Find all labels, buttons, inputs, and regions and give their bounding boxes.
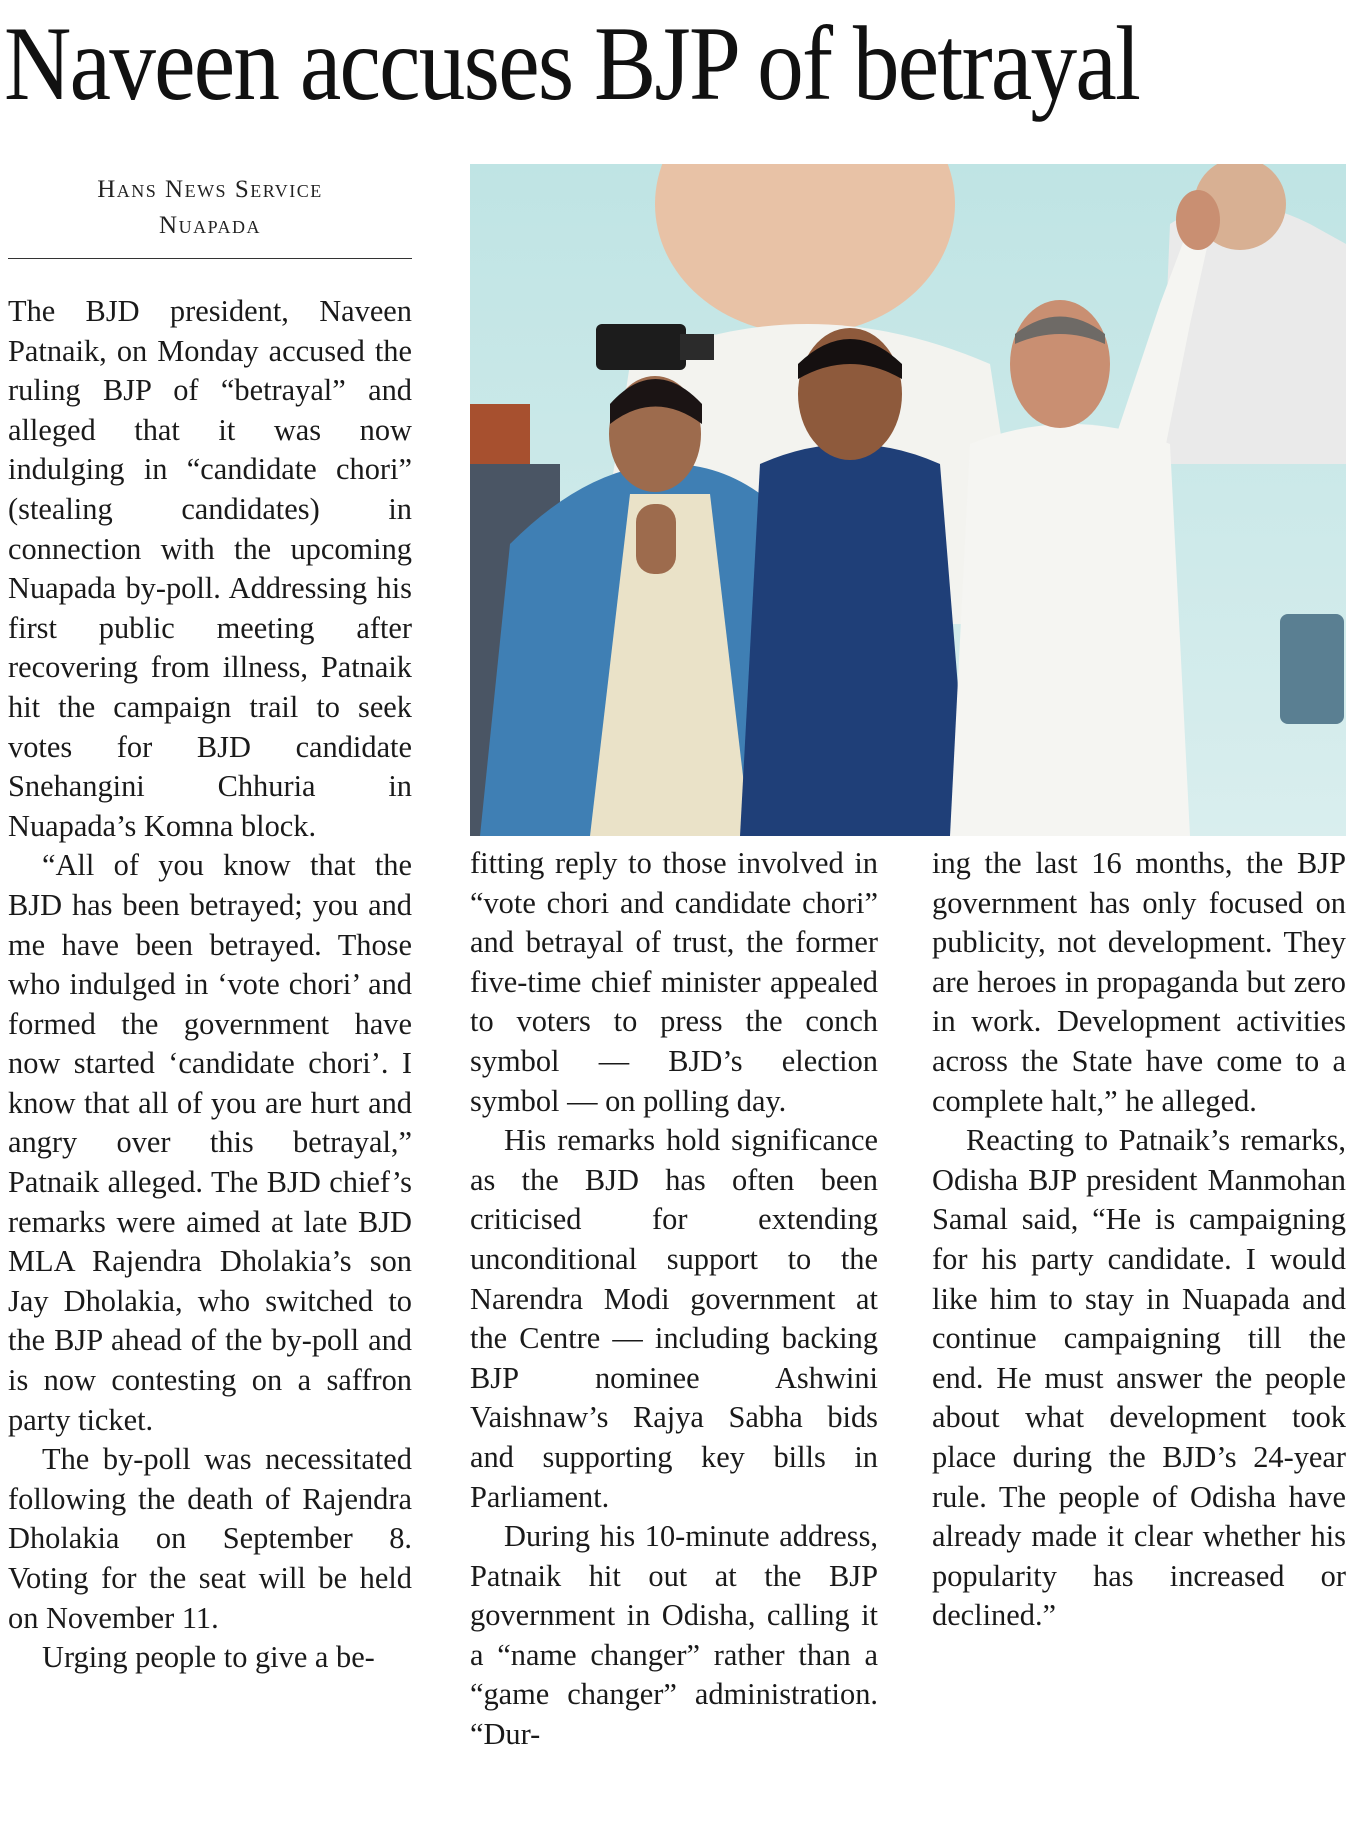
paragraph: ing the last 16 months, the BJP government has only focused on publicity, not development. They are heroes in propaganda but zero in work. Development activities across the State have come to a complete halt,” he alleged. [932,846,1346,1118]
paragraph: fitting reply to those involved in “vote chori and candidate chori” and betrayal of trust, the former five-time chief minister appealed to voters to press the conch symbol — BJD’s election symbol — on polling day. [470,846,878,1118]
paragraph: His remarks hold significance as the BJD has often been criticised for extending unconditional support to the Narendra Modi government at the Centre — including backing BJP nominee Ashwini Vaishnaw’s Rajya Sabha bids and supporting key bills in Parliament. [470,1123,878,1514]
article-column-1 [8,292,412,1678]
photo-icon [470,164,1346,836]
byline-agency: Hans News Service [97,176,323,203]
news-photo [470,164,1346,836]
byline-dateline: Nuapada [159,212,261,239]
paragraph: During his 10-minute address, Patnaik hit out at the BJP government in Odisha, calling it a “name changer” rather than a “game changer” administration. “Dur- [470,1519,878,1752]
paragraph: The by-poll was necessitated following the death of Rajendra Dholakia on September 8. Voting for the seat will be held on November 11. [8,1442,412,1635]
byline-divider [8,258,412,259]
paragraph: Reacting to Patnaik’s remarks, Odisha BJP president Manmohan Samal said, “He is campaigning for his party candidate. I would like him to stay in Nuapada and continue campaigning till the end. He must answer the people about what development took place during the BJD’s 24-year rule. The people of Odisha have already made it clear whether his popularity has increased or declined.” [932,1123,1346,1633]
article-column-3 [932,844,1346,1636]
paragraph: Urging people to give a be- [42,1640,375,1675]
paragraph: The BJD president, Naveen Patnaik, on Monday accused the ruling BJP of “betrayal” and alleged that it was now indulging in “candidate chori” (stealing candidates) in connection with the upcoming Nuapada by-poll. Addressing his first public meeting after recovering from illness, Patnaik hit the campaign trail to seek votes for BJD candidate Snehangini Chhuria in Nuapada’s Komna block. [8,294,412,843]
article-column-2 [470,844,878,1755]
byline [8,172,412,244]
paragraph: “All of you know that the BJD has been betrayed; you and me have been betrayed. Those who indulged in ‘vote chori’ and formed the government have now started ‘candidate chori’. I know that all of you are hurt and angry over this betrayal,” Patnaik alleged. The BJD chief’s remarks were aimed at late BJD MLA Rajendra Dholakia’s son Jay Dholakia, who switched to the BJP ahead of the by-poll and is now contesting on a saffron party ticket. [8,848,412,1437]
headline: Naveen accuses BJP of betrayal [4,5,1140,122]
